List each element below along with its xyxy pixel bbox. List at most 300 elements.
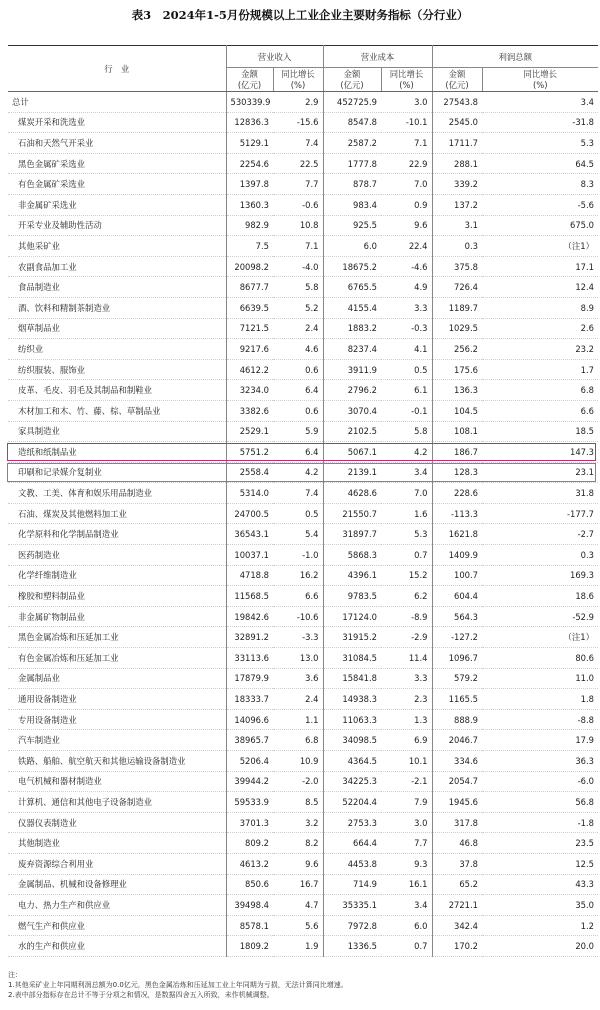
table-row (8, 648, 598, 669)
profit-growth-cell: 43.3 (482, 874, 598, 895)
table-row (8, 524, 598, 545)
industry-name: 非金属矿采选业 (8, 194, 226, 215)
revenue-growth-cell: 2.4 (273, 689, 323, 710)
profit-amount-cell: 27543.8 (432, 92, 482, 113)
revenue-growth-cell: 8.2 (273, 833, 323, 854)
revenue-growth-cell: 1.1 (273, 709, 323, 730)
revenue-growth-cell: -1.0 (273, 545, 323, 566)
revenue-amount-cell: 1360.3 (226, 194, 273, 215)
cost-amount-cell: 4453.8 (323, 853, 381, 874)
profit-growth-cell: 35.0 (482, 895, 598, 916)
revenue-growth-cell: 5.2 (273, 297, 323, 318)
cost-amount-cell: 5067.1 (323, 442, 381, 463)
financial-table (8, 45, 598, 957)
cost-growth-cell: 3.4 (381, 895, 432, 916)
industry-name: 电气机械和器材制造业 (8, 771, 226, 792)
revenue-growth-cell: 6.8 (273, 730, 323, 751)
cost-growth-cell: -10.1 (381, 112, 432, 133)
revenue-amount-cell: 12836.3 (226, 112, 273, 133)
cost-amount-cell: 8547.8 (323, 112, 381, 133)
table-row (8, 503, 598, 524)
cost-amount-cell: 2753.3 (323, 812, 381, 833)
revenue-growth-cell: 6.4 (273, 442, 323, 463)
profit-amount-cell: 726.4 (432, 277, 482, 298)
cost-amount-cell: 3070.4 (323, 400, 381, 421)
table-row (8, 689, 598, 710)
table-row (8, 483, 598, 504)
profit-amount-cell: 1409.9 (432, 545, 482, 566)
table-row (8, 236, 598, 257)
revenue-growth-cell: 3.2 (273, 812, 323, 833)
revenue-amount-cell: 3234.0 (226, 380, 273, 401)
cost-growth-cell: 5.3 (381, 524, 432, 545)
cost-amount-header: 金额 (亿元) (323, 68, 381, 92)
cost-amount-cell: 52204.4 (323, 792, 381, 813)
revenue-growth-cell: -3.3 (273, 627, 323, 648)
cost-growth-cell: -8.9 (381, 606, 432, 627)
profit-amount-cell: 2054.7 (432, 771, 482, 792)
revenue-amount-cell: 8677.7 (226, 277, 273, 298)
table-row (8, 751, 598, 772)
cost-amount-cell: 6.0 (323, 236, 381, 257)
cost-growth-cell: 22.9 (381, 153, 432, 174)
profit-amount-cell: 604.4 (432, 586, 482, 607)
revenue-amount-cell: 2558.4 (226, 462, 273, 483)
industry-name: 计算机、通信和其他电子设备制造业 (8, 792, 226, 813)
profit-amount-cell: 1096.7 (432, 648, 482, 669)
revenue-growth-cell: -4.0 (273, 256, 323, 277)
cost-amount-cell: 2102.5 (323, 421, 381, 442)
table-row (8, 668, 598, 689)
revenue-growth-cell: 3.6 (273, 668, 323, 689)
revenue-amount-cell: 4612.2 (226, 359, 273, 380)
cost-amount-cell: 34098.5 (323, 730, 381, 751)
profit-amount-cell: 136.3 (432, 380, 482, 401)
cost-growth-cell: 4.9 (381, 277, 432, 298)
cost-growth-cell: 0.9 (381, 194, 432, 215)
profit-amount-cell: 375.8 (432, 256, 482, 277)
profit-amount-cell: 100.7 (432, 565, 482, 586)
revenue-growth-cell: 5.4 (273, 524, 323, 545)
cost-amount-cell: 2587.2 (323, 133, 381, 154)
table-row (8, 812, 598, 833)
profit-amount-cell: 317.8 (432, 812, 482, 833)
cost-growth-cell: 9.3 (381, 853, 432, 874)
cost-amount-cell: 8237.4 (323, 339, 381, 360)
revenue-growth-cell: 7.7 (273, 174, 323, 195)
revenue-amount-cell: 20098.2 (226, 256, 273, 277)
profit-growth-cell: 12.5 (482, 853, 598, 874)
revenue-growth-cell: 0.5 (273, 503, 323, 524)
revenue-amount-cell: 6639.5 (226, 297, 273, 318)
profit-growth-cell: -31.8 (482, 112, 598, 133)
industry-name: 专用设备制造业 (8, 709, 226, 730)
table-row (8, 874, 598, 895)
cost-growth-cell: 16.1 (381, 874, 432, 895)
profit-amount-cell: 170.2 (432, 936, 482, 957)
profit-growth-cell: 8.3 (482, 174, 598, 195)
cost-amount-cell: 452725.9 (323, 92, 381, 113)
cost-growth-cell: 1.6 (381, 503, 432, 524)
revenue-amount-cell: 530339.9 (226, 92, 273, 113)
industry-name: 非金属矿物制品业 (8, 606, 226, 627)
notes-heading: 注： (8, 971, 22, 979)
table-body (8, 92, 598, 957)
revenue-amount-cell: 33113.6 (226, 648, 273, 669)
profit-amount-cell: 342.4 (432, 915, 482, 936)
cost-amount-cell: 31084.5 (323, 648, 381, 669)
cost-growth-cell: 7.0 (381, 483, 432, 504)
cost-amount-cell: 4155.4 (323, 297, 381, 318)
profit-amount-cell: 1621.8 (432, 524, 482, 545)
profit-growth-cell: 675.0 (482, 215, 598, 236)
profit-amount-cell: 2545.0 (432, 112, 482, 133)
profit-growth-header: 同比增长 (%) (482, 68, 598, 92)
industry-name: 酒、饮料和精制茶制造业 (8, 297, 226, 318)
cost-growth-cell: 7.7 (381, 833, 432, 854)
profit-growth-cell: 17.1 (482, 256, 598, 277)
table-row (8, 545, 598, 566)
cost-amount-cell: 4364.5 (323, 751, 381, 772)
profit-amount-cell: 3.1 (432, 215, 482, 236)
cost-growth-cell: 7.1 (381, 133, 432, 154)
cost-growth-cell: 3.3 (381, 668, 432, 689)
cost-growth-cell: 4.1 (381, 339, 432, 360)
profit-amount-cell: 2046.7 (432, 730, 482, 751)
profit-amount-cell: 1189.7 (432, 297, 482, 318)
cost-growth-cell: 4.2 (381, 442, 432, 463)
revenue-growth-cell: 7.4 (273, 133, 323, 154)
industry-name: 文教、工美、体育和娱乐用品制造业 (8, 483, 226, 504)
note-1: 1.其他采矿业上年同期利润总额为0.0亿元，黑色金属冶炼和压延加工业上年同期为亏损，无法计算同比增速。 (8, 981, 348, 989)
revenue-growth-cell: 13.0 (273, 648, 323, 669)
industry-name: 有色金属冶炼和压延加工业 (8, 648, 226, 669)
profit-growth-cell: 31.8 (482, 483, 598, 504)
table-row (8, 277, 598, 298)
profit-growth-cell: 23.2 (482, 339, 598, 360)
industry-name: 化学原料和化学制品制造业 (8, 524, 226, 545)
profit-growth-cell: -5.6 (482, 194, 598, 215)
profit-growth-cell: 169.3 (482, 565, 598, 586)
revenue-growth-cell: 22.5 (273, 153, 323, 174)
cost-amount-cell: 31897.7 (323, 524, 381, 545)
revenue-amount-cell: 39944.2 (226, 771, 273, 792)
profit-amount-cell: 1029.5 (432, 318, 482, 339)
profit-growth-cell: -8.8 (482, 709, 598, 730)
revenue-amount-cell: 1809.2 (226, 936, 273, 957)
cost-amount-cell: 878.7 (323, 174, 381, 195)
profit-amount-cell: 579.2 (432, 668, 482, 689)
cost-amount-cell: 31915.2 (323, 627, 381, 648)
profit-growth-cell: 17.9 (482, 730, 598, 751)
profit-growth-cell: （注1） (482, 627, 598, 648)
revenue-amount-cell: 5129.1 (226, 133, 273, 154)
industry-name: 印刷和记录媒介复制业 (8, 462, 226, 483)
profit-amount-cell: 2721.1 (432, 895, 482, 916)
profit-amount-cell: 128.3 (432, 462, 482, 483)
industry-name: 通用设备制造业 (8, 689, 226, 710)
profit-amount-cell: 104.5 (432, 400, 482, 421)
revenue-growth-cell: 2.9 (273, 92, 323, 113)
industry-name: 化学纤维制造业 (8, 565, 226, 586)
cost-amount-cell: 2796.2 (323, 380, 381, 401)
revenue-amount-cell: 59533.9 (226, 792, 273, 813)
profit-growth-cell: （注1） (482, 236, 598, 257)
revenue-growth-header: 同比增长 (%) (273, 68, 323, 92)
industry-name: 橡胶和塑料制品业 (8, 586, 226, 607)
revenue-amount-cell: 24700.5 (226, 503, 273, 524)
profit-amount-cell: 108.1 (432, 421, 482, 442)
industry-name: 其他采矿业 (8, 236, 226, 257)
industry-name: 仪器仪表制造业 (8, 812, 226, 833)
table-row (8, 421, 598, 442)
table-row (8, 174, 598, 195)
profit-amount-cell: 46.8 (432, 833, 482, 854)
table-row (8, 792, 598, 813)
industry-header: 行 业 (8, 46, 226, 92)
profit-growth-cell: 20.0 (482, 936, 598, 957)
table-row (8, 318, 598, 339)
revenue-amount-cell: 17879.9 (226, 668, 273, 689)
revenue-growth-cell: 0.6 (273, 359, 323, 380)
profit-amount-cell: 288.1 (432, 153, 482, 174)
industry-name: 皮革、毛皮、羽毛及其制品和制鞋业 (8, 380, 226, 401)
table-row (8, 565, 598, 586)
revenue-growth-cell: 4.7 (273, 895, 323, 916)
cost-amount-cell: 1336.5 (323, 936, 381, 957)
cost-amount-cell: 925.5 (323, 215, 381, 236)
industry-name: 有色金属矿采选业 (8, 174, 226, 195)
cost-amount-cell: 17124.0 (323, 606, 381, 627)
cost-amount-cell: 14938.3 (323, 689, 381, 710)
profit-amount-cell: 1711.7 (432, 133, 482, 154)
cost-growth-cell: 6.2 (381, 586, 432, 607)
profit-growth-cell: 1.7 (482, 359, 598, 380)
cost-amount-cell: 1883.2 (323, 318, 381, 339)
table-row (8, 833, 598, 854)
industry-name: 木材加工和木、竹、藤、棕、草制品业 (8, 400, 226, 421)
industry-name: 开采专业及辅助性活动 (8, 215, 226, 236)
revenue-amount-cell: 9217.6 (226, 339, 273, 360)
profit-amount-cell: 175.6 (432, 359, 482, 380)
profit-amount-cell: 228.6 (432, 483, 482, 504)
industry-name: 造纸和纸制品业 (8, 442, 226, 463)
revenue-amount-cell: 2254.6 (226, 153, 273, 174)
industry-name: 食品制造业 (8, 277, 226, 298)
cost-growth-cell: 6.0 (381, 915, 432, 936)
industry-name: 水的生产和供应业 (8, 936, 226, 957)
profit-growth-cell: 6.8 (482, 380, 598, 401)
revenue-header: 营业收入 (226, 46, 323, 68)
industry-name: 铁路、船舶、航空航天和其他运输设备制造业 (8, 751, 226, 772)
revenue-growth-cell: 6.6 (273, 586, 323, 607)
cost-growth-header: 同比增长 (%) (381, 68, 432, 92)
profit-growth-cell: 5.3 (482, 133, 598, 154)
profit-growth-cell: 12.4 (482, 277, 598, 298)
cost-amount-cell: 6765.5 (323, 277, 381, 298)
industry-name: 其他制造业 (8, 833, 226, 854)
cost-growth-cell: 3.0 (381, 812, 432, 833)
cost-growth-cell: 0.7 (381, 545, 432, 566)
cost-growth-cell: -2.9 (381, 627, 432, 648)
industry-name: 金属制品、机械和设备修理业 (8, 874, 226, 895)
cost-amount-cell: 15841.8 (323, 668, 381, 689)
table-row (8, 194, 598, 215)
profit-growth-cell: 18.6 (482, 586, 598, 607)
cost-growth-cell: 11.4 (381, 648, 432, 669)
cost-growth-cell: 0.7 (381, 936, 432, 957)
revenue-amount-cell: 14096.6 (226, 709, 273, 730)
revenue-amount-cell: 5751.2 (226, 442, 273, 463)
revenue-amount-cell: 5206.4 (226, 751, 273, 772)
table-row (8, 606, 598, 627)
profit-amount-cell: 339.2 (432, 174, 482, 195)
profit-growth-cell: 3.4 (482, 92, 598, 113)
cost-amount-cell: 21550.7 (323, 503, 381, 524)
revenue-growth-cell: 0.6 (273, 400, 323, 421)
revenue-growth-cell: 5.9 (273, 421, 323, 442)
cost-amount-cell: 1777.8 (323, 153, 381, 174)
cost-growth-cell: 5.8 (381, 421, 432, 442)
table-row (8, 895, 598, 916)
highlight-box-printing (7, 463, 596, 482)
table-title: 表3 2024年1-5月份规模以上工业企业主要财务指标（分行业） (131, 8, 469, 22)
cost-growth-cell: 6.1 (381, 380, 432, 401)
revenue-growth-cell: 7.1 (273, 236, 323, 257)
profit-growth-cell: -52.9 (482, 606, 598, 627)
cost-growth-cell: 9.6 (381, 215, 432, 236)
cost-growth-cell: 15.2 (381, 565, 432, 586)
profit-amount-header: 金额 (亿元) (432, 68, 482, 92)
industry-name: 金属制品业 (8, 668, 226, 689)
cost-growth-cell: -4.6 (381, 256, 432, 277)
table-row (8, 112, 598, 133)
profit-amount-cell: 1945.6 (432, 792, 482, 813)
highlight-box-paper (7, 443, 596, 462)
cost-growth-cell: 2.3 (381, 689, 432, 710)
profit-growth-cell: 56.8 (482, 792, 598, 813)
profit-amount-cell: 1165.5 (432, 689, 482, 710)
cost-amount-cell: 4628.6 (323, 483, 381, 504)
profit-growth-cell: 23.1 (482, 462, 598, 483)
profit-growth-cell: 147.3 (482, 442, 598, 463)
table-row (8, 709, 598, 730)
profit-amount-cell: 256.2 (432, 339, 482, 360)
table-row (8, 586, 598, 607)
industry-name: 纺织服装、服饰业 (8, 359, 226, 380)
table-row (8, 915, 598, 936)
revenue-growth-cell: 6.4 (273, 380, 323, 401)
industry-name: 医药制造业 (8, 545, 226, 566)
revenue-growth-cell: 16.2 (273, 565, 323, 586)
profit-growth-cell: 1.8 (482, 689, 598, 710)
cost-growth-cell: 3.0 (381, 92, 432, 113)
profit-growth-cell: 64.5 (482, 153, 598, 174)
table-row (8, 133, 598, 154)
revenue-growth-cell: 5.6 (273, 915, 323, 936)
revenue-amount-cell: 1397.8 (226, 174, 273, 195)
cost-amount-cell: 714.9 (323, 874, 381, 895)
total-row (8, 92, 598, 113)
revenue-amount-cell: 38965.7 (226, 730, 273, 751)
revenue-amount-cell: 3701.3 (226, 812, 273, 833)
industry-name: 农副食品加工业 (8, 256, 226, 277)
profit-growth-cell: -177.7 (482, 503, 598, 524)
profit-growth-cell: 2.6 (482, 318, 598, 339)
industry-name: 黑色金属冶炼和压延加工业 (8, 627, 226, 648)
revenue-amount-header: 金额 (亿元) (226, 68, 273, 92)
footnotes (8, 970, 598, 1000)
cost-growth-cell: 1.3 (381, 709, 432, 730)
revenue-growth-cell: 4.6 (273, 339, 323, 360)
cost-amount-cell: 7972.8 (323, 915, 381, 936)
cost-growth-cell: 7.9 (381, 792, 432, 813)
table-row (8, 153, 598, 174)
revenue-amount-cell: 8578.1 (226, 915, 273, 936)
profit-growth-cell: 6.6 (482, 400, 598, 421)
cost-growth-cell: 3.4 (381, 462, 432, 483)
table-row (8, 771, 598, 792)
industry-name: 汽车制造业 (8, 730, 226, 751)
revenue-growth-cell: 1.9 (273, 936, 323, 957)
revenue-growth-cell: 9.6 (273, 853, 323, 874)
cost-amount-cell: 4396.1 (323, 565, 381, 586)
cost-amount-cell: 5868.3 (323, 545, 381, 566)
profit-amount-cell: 888.9 (432, 709, 482, 730)
profit-amount-cell: 137.2 (432, 194, 482, 215)
profit-growth-cell: -2.7 (482, 524, 598, 545)
cost-growth-cell: 10.1 (381, 751, 432, 772)
table-row (8, 936, 598, 957)
profit-amount-cell: -127.2 (432, 627, 482, 648)
cost-amount-cell: 34225.3 (323, 771, 381, 792)
profit-growth-cell: 8.9 (482, 297, 598, 318)
cost-growth-cell: 0.5 (381, 359, 432, 380)
cost-growth-cell: 6.9 (381, 730, 432, 751)
revenue-amount-cell: 5314.0 (226, 483, 273, 504)
revenue-amount-cell: 4718.8 (226, 565, 273, 586)
industry-name: 石油、煤炭及其他燃料加工业 (8, 503, 226, 524)
revenue-amount-cell: 32891.2 (226, 627, 273, 648)
table-row (8, 297, 598, 318)
revenue-growth-cell: 8.5 (273, 792, 323, 813)
profit-growth-cell: -1.8 (482, 812, 598, 833)
industry-name: 烟草制品业 (8, 318, 226, 339)
table-row (8, 627, 598, 648)
revenue-growth-cell: -10.6 (273, 606, 323, 627)
profit-growth-cell: 80.6 (482, 648, 598, 669)
revenue-growth-cell: -15.6 (273, 112, 323, 133)
revenue-amount-cell: 7.5 (226, 236, 273, 257)
revenue-amount-cell: 2529.1 (226, 421, 273, 442)
cost-amount-cell: 2139.1 (323, 462, 381, 483)
profit-amount-cell: 37.8 (432, 853, 482, 874)
revenue-growth-cell: -0.6 (273, 194, 323, 215)
revenue-amount-cell: 11568.5 (226, 586, 273, 607)
table-row (8, 256, 598, 277)
table-row (8, 380, 598, 401)
revenue-amount-cell: 36543.1 (226, 524, 273, 545)
profit-amount-cell: 186.7 (432, 442, 482, 463)
profit-growth-cell: 11.0 (482, 668, 598, 689)
table-row (8, 359, 598, 380)
cost-amount-cell: 11063.3 (323, 709, 381, 730)
cost-growth-cell: -0.1 (381, 400, 432, 421)
table-row (8, 853, 598, 874)
revenue-amount-cell: 850.6 (226, 874, 273, 895)
revenue-amount-cell: 4613.2 (226, 853, 273, 874)
industry-name: 石油和天然气开采业 (8, 133, 226, 154)
